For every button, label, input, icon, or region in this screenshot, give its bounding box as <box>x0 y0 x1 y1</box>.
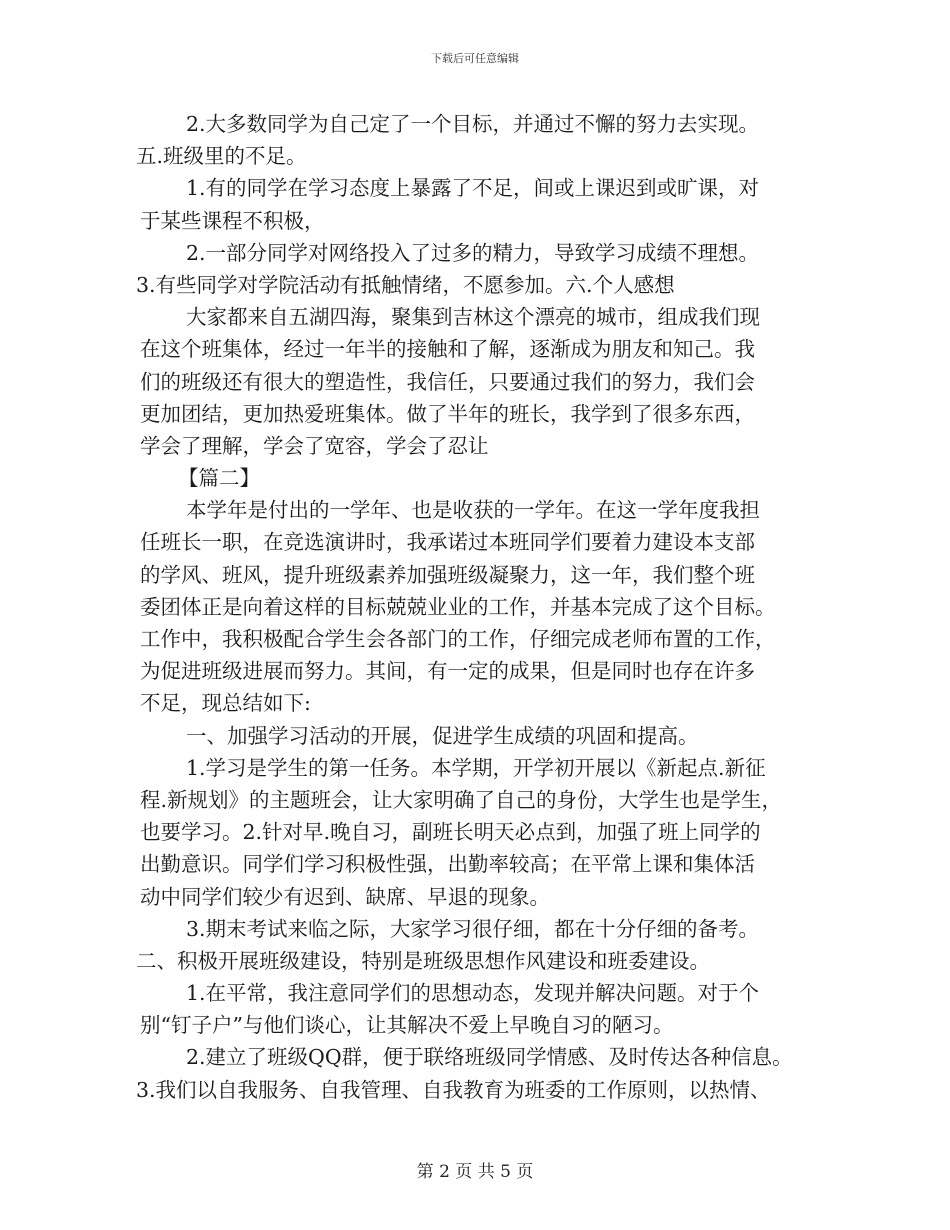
paragraph-line: 出勤意识。同学们学习积极性强，出勤率较高；在平常上课和集体活 <box>140 852 755 877</box>
paragraph-line: 动中同学们较少有迟到、缺席、早退的现象。 <box>140 884 550 909</box>
paragraph-line: 二、积极开展班级建设，特别是班级思想作风建设和班委建设。 <box>136 948 710 973</box>
paragraph-line: 1.有的同学在学习态度上暴露了不足，间或上课迟到或旷课，对 <box>186 176 760 201</box>
page-header-note: 下载后可任意编辑 <box>431 52 519 65</box>
paragraph-line: 1.在平常，我注意同学们的思想动态，发现并解决问题。对于个 <box>186 981 760 1006</box>
paragraph-line: 别“钉子户”与他们谈心，让其解决不爱上早晚自习的陋习。 <box>140 1013 674 1038</box>
page-number: 第 2 页 共 5 页 <box>416 1162 534 1182</box>
paragraph-line: 一、加强学习活动的开展，促进学生成绩的巩固和提高。 <box>186 723 699 748</box>
paragraph-line: 任班长一职，在竞选演讲时，我承诺过本班同学们要着力建设本支部 <box>140 530 755 555</box>
paragraph-line: 2.大多数同学为自己定了一个目标，并通过不懈的努力去实现。 <box>186 112 760 136</box>
paragraph-line: 本学年是付出的一学年、也是收获的一学年。在这一学年度我担 <box>186 498 760 523</box>
paragraph-line: 不足，现总结如下: <box>140 691 311 716</box>
paragraph-line: 更加团结，更加热爱班集体。做了半年的班长，我学到了很多东西， <box>140 401 755 426</box>
section-heading: 【篇二】 <box>178 466 260 491</box>
paragraph-line: 2.一部分同学对网络投入了过多的精力，导致学习成绩不理想。 <box>186 240 760 265</box>
paragraph-line: 工作中，我积极配合学生会各部门的工作，仔细完成老师布置的工作， <box>140 627 776 651</box>
paragraph-line: 大家都来自五湖四海，聚集到吉林这个漂亮的城市，组成我们现 <box>186 305 760 330</box>
paragraph-line: 委团体正是向着这样的目标兢兢业业的工作，并基本完成了这个目标。 <box>140 594 776 619</box>
document-body <box>136 108 830 1106</box>
paragraph-line: 3.有些同学对学院活动有抵触情绪，不愿参加。六.个人感想 <box>136 272 675 297</box>
paragraph-line: 五.班级里的不足。 <box>136 144 307 169</box>
paragraph-line: 的学风、班风，提升班级素养加强班级凝聚力，这一年，我们整个班 <box>140 562 755 587</box>
paragraph-line: 们的班级还有很大的塑造性，我信任，只要通过我们的努力，我们会 <box>140 369 755 394</box>
paragraph-line: 程.新规划》的主题班会，让大家明确了自己的身份，大学生也是学生， <box>140 787 783 812</box>
paragraph-line: 在这个班集体，经过一年半的接触和了解，逐渐成为朋友和知己。我 <box>140 337 755 362</box>
paragraph-line: 于某些课程不积极， <box>140 208 325 233</box>
paragraph-line: 学会了理解，学会了宽容，学会了忍让 <box>140 433 489 458</box>
paragraph-line: 也要学习。2.针对早.晚自习，副班长明天必点到，加强了班上同学的 <box>140 820 761 845</box>
paragraph-line: 3.期末考试来临之际，大家学习很仔细，都在十分仔细的备考。 <box>186 916 760 941</box>
paragraph-line: 3.我们以自我服务、自我管理、自我教育为班委的工作原则，以热情、 <box>136 1077 771 1102</box>
paragraph-line: 1.学习是学生的第一任务。本学期，开学初开展以《新起点.新征 <box>186 755 766 780</box>
paragraph-line: 2.建立了班级QQ群，便于联络班级同学情感、及时传达各种信息。 <box>186 1045 793 1070</box>
paragraph-line: 为促进班级进展而努力。其间，有一定的成果，但是同时也存在许多 <box>140 659 755 684</box>
